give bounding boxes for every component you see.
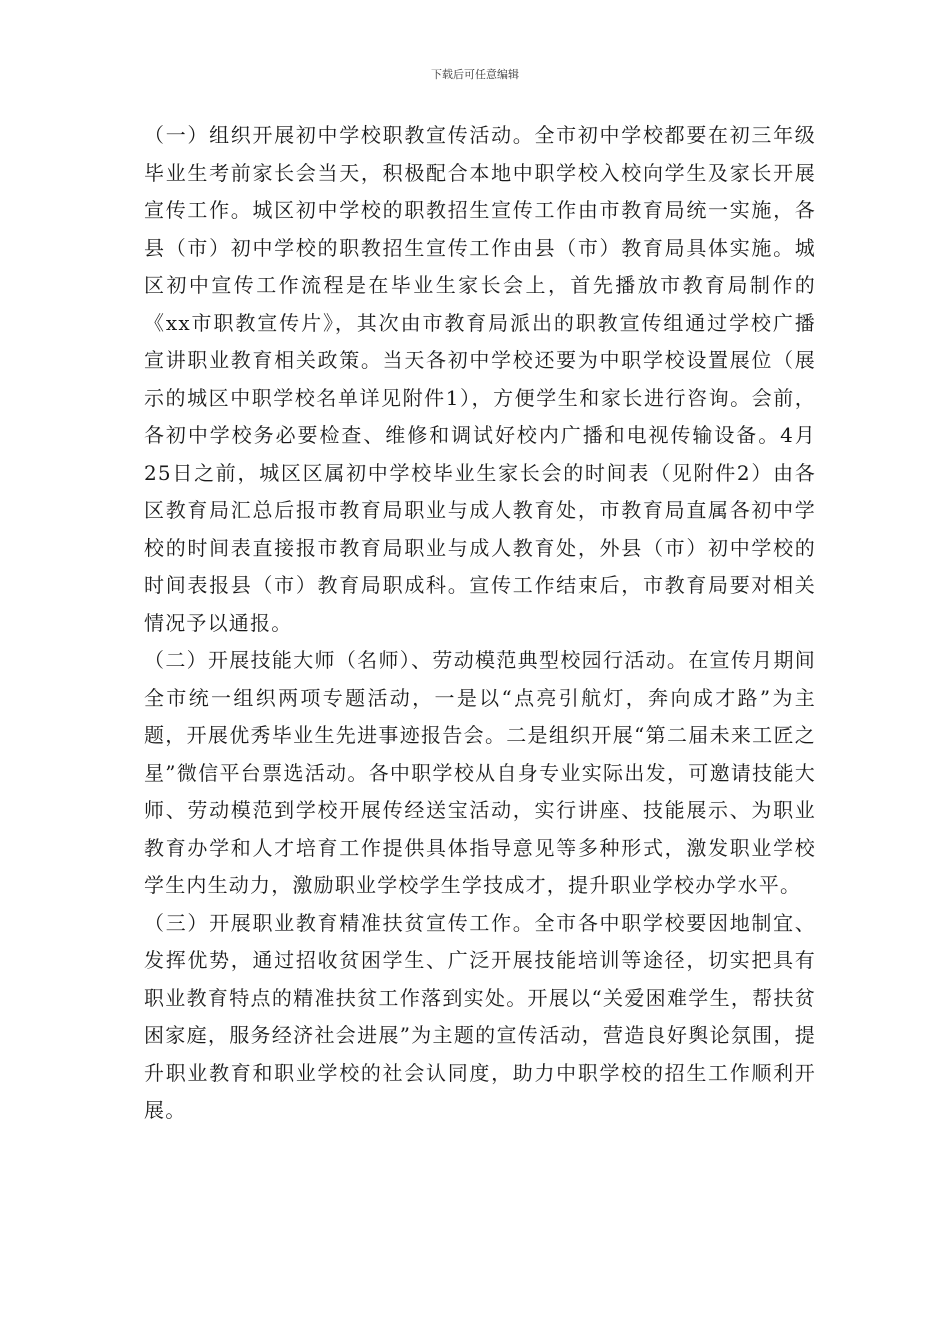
page-header-note: 下载后可任意编辑 xyxy=(431,68,519,81)
paragraph-1: （一）组织开展初中学校职教宣传活动。全市初中学校都要在初三年级毕业生考前家长会当天，积极配合本地中职学校入校向学生及家长开展宣传工作。城区初中学校的职教招生宣传工作由市教育局统一实施，各县（市）初中学校的职教招生宣传工作由县（市）教育局具体实施。城区初中宣传工作流程是在毕业生家长会上，首先播放市教育局制作的《xx市职教宣传片》，其次由市教育局派出的职教宣传组通过学校广播宣讲职业教育相关政策。当天各初中学校还要为中职学校设置展位（展示的城区中职学校名单详见附件1），方便学生和家长进行咨询。会前，各初中学校务必要检查、维修和调试好校内广播和电视传输设备。4月25日之前，城区区属初中学校毕业生家长会的时间表（见附件2）由各区教育局汇总后报市教育局职业与成人教育处，市教育局直属各初中学校的时间表直接报市教育局职业与成人教育处，外县（市）初中学校的时间表报县（市）教育局职成科。宣传工作结束后，市教育局要对相关情况予以通报。 xyxy=(144,123,816,635)
paragraph-3: （三）开展职业教育精准扶贫宣传工作。全市各中职学校要因地制宜、发挥优势，通过招收贫困学生、广泛开展技能培训等途径，切实把具有职业教育特点的精准扶贫工作落到实处。开展以“关爱困难学生，帮扶贫困家庭，服务经济社会进展”为主题的宣传活动，营造良好舆论氛围，提升职业教育和职业学校的社会认同度，助力中职学校的招生工作顺利开展。 xyxy=(144,910,816,1122)
paragraph-2: （二）开展技能大师（名师）、劳动模范典型校园行活动。在宣传月期间全市统一组织两项专题活动，一是以“点亮引航灯，奔向成才路”为主题，开展优秀毕业生先进事迹报告会。二是组织开展“第二届未来工匠之星”微信平台票选活动。各中职学校从自身专业实际出发，可邀请技能大师、劳动模范到学校开展传经送宝活动，实行讲座、技能展示、为职业教育办学和人才培育工作提供具体指导意见等多种形式，激发职业学校学生内生动力，激励职业学校学生学技成才，提升职业学校办学水平。 xyxy=(144,648,816,897)
document-body xyxy=(144,117,816,1130)
